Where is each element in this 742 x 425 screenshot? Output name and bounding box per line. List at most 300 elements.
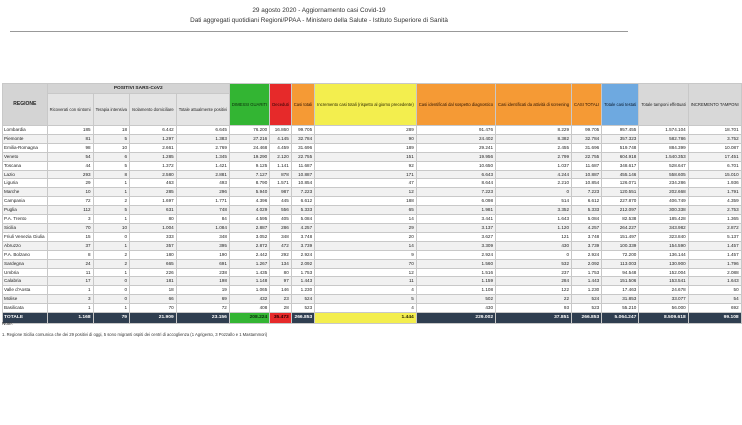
value-cell: 1 bbox=[47, 304, 93, 313]
value-cell: 112 bbox=[47, 206, 93, 215]
value-cell: 80 bbox=[130, 215, 177, 224]
value-cell: 4.359 bbox=[688, 197, 741, 206]
region-name-cell: Lazio bbox=[3, 170, 48, 179]
value-cell: 66 bbox=[130, 295, 177, 304]
region-name-cell: Friuli Venezia Giulia bbox=[3, 232, 48, 241]
value-cell: 202.668 bbox=[639, 188, 688, 197]
value-cell: 80 bbox=[270, 268, 292, 277]
tamponi-effettuati-header: Totale tamponi effettuati bbox=[639, 84, 688, 126]
value-cell: 1.443 bbox=[572, 277, 602, 286]
region-name-cell: Calabria bbox=[3, 277, 48, 286]
region-name-cell: Valle d'Aosta bbox=[3, 286, 48, 295]
value-cell: 227.870 bbox=[602, 197, 639, 206]
value-cell: 502 bbox=[416, 295, 495, 304]
dimessi-guariti-header: DIMESSI GUARITI bbox=[229, 84, 269, 126]
value-cell: 1.574.104 bbox=[639, 126, 688, 135]
value-cell: 8 bbox=[93, 170, 129, 179]
value-cell: 70 bbox=[130, 304, 177, 313]
value-cell: 665 bbox=[130, 259, 177, 268]
value-cell: 692 bbox=[688, 304, 741, 313]
value-cell: 171 bbox=[315, 170, 417, 179]
value-cell: 455.146 bbox=[602, 170, 639, 179]
value-cell: 2.120 bbox=[270, 152, 292, 161]
value-cell: 20 bbox=[315, 232, 417, 241]
value-cell: 152.004 bbox=[639, 268, 688, 277]
value-cell: 582.786 bbox=[639, 134, 688, 143]
value-cell: 348 bbox=[176, 232, 229, 241]
value-cell: 29 bbox=[47, 179, 93, 188]
value-cell: 180 bbox=[130, 250, 177, 259]
value-cell: 493 bbox=[176, 179, 229, 188]
value-cell: 69 bbox=[176, 295, 229, 304]
value-cell: 2.872 bbox=[229, 241, 269, 250]
casi-screening-header: Casi identificati da attività di screening bbox=[496, 84, 572, 126]
value-cell: 1.540.353 bbox=[639, 152, 688, 161]
value-cell: 100.339 bbox=[602, 241, 639, 250]
total-value-cell: 99.108 bbox=[688, 313, 741, 324]
value-cell: 134 bbox=[270, 259, 292, 268]
value-cell: 11.687 bbox=[572, 161, 602, 170]
value-cell: 18.701 bbox=[688, 126, 741, 135]
value-cell: 2.092 bbox=[572, 259, 602, 268]
value-cell: 1.697 bbox=[130, 197, 177, 206]
value-cell: 212.097 bbox=[602, 206, 639, 215]
value-cell: 514 bbox=[496, 197, 572, 206]
value-cell: 99.705 bbox=[291, 126, 314, 135]
value-cell: 1.108 bbox=[416, 286, 495, 295]
value-cell: 0 bbox=[496, 250, 572, 259]
value-cell: 1.771 bbox=[176, 197, 229, 206]
value-cell: 5 bbox=[93, 161, 129, 170]
value-cell: 1.753 bbox=[291, 268, 314, 277]
value-cell: 8.229 bbox=[496, 126, 572, 135]
terapia-intensiva-header: Terapia intensiva bbox=[93, 94, 129, 126]
region-name-cell: Sicilia bbox=[3, 223, 48, 232]
value-cell: 1.345 bbox=[176, 152, 229, 161]
value-cell: 1.285 bbox=[130, 152, 177, 161]
value-cell: 5 bbox=[93, 134, 129, 143]
region-name-cell: Abruzzo bbox=[3, 241, 48, 250]
value-cell: 17.463 bbox=[602, 286, 639, 295]
value-cell: 18 bbox=[93, 126, 129, 135]
value-cell: 151.497 bbox=[602, 232, 639, 241]
value-cell: 285 bbox=[130, 188, 177, 197]
total-value-cell: 1.168 bbox=[47, 313, 93, 324]
value-cell: 2.210 bbox=[496, 179, 572, 188]
value-cell: 3.739 bbox=[291, 241, 314, 250]
value-cell: 72 bbox=[176, 304, 229, 313]
value-cell: 82.538 bbox=[602, 215, 639, 224]
value-cell: 884.399 bbox=[639, 143, 688, 152]
value-cell: 523 bbox=[572, 304, 602, 313]
total-label-cell: TOTALE bbox=[3, 313, 48, 324]
value-cell: 122 bbox=[496, 286, 572, 295]
value-cell: 5.333 bbox=[572, 206, 602, 215]
value-cell: 37 bbox=[47, 241, 93, 250]
value-cell: 11 bbox=[315, 277, 417, 286]
value-cell: 1.981 bbox=[416, 206, 495, 215]
table-row bbox=[3, 170, 742, 179]
value-cell: 31.696 bbox=[572, 143, 602, 152]
value-cell: 264.227 bbox=[602, 223, 639, 232]
value-cell: 5 bbox=[93, 206, 129, 215]
value-cell: 4.029 bbox=[229, 206, 269, 215]
value-cell: 604.918 bbox=[602, 152, 639, 161]
value-cell: 6.701 bbox=[688, 161, 741, 170]
value-cell: 348.617 bbox=[602, 161, 639, 170]
value-cell: 2 bbox=[93, 259, 129, 268]
table-row bbox=[3, 206, 742, 215]
value-cell: 3.748 bbox=[572, 232, 602, 241]
value-cell: 1.065 bbox=[229, 286, 269, 295]
table-row bbox=[3, 197, 742, 206]
value-cell: 126.071 bbox=[602, 179, 639, 188]
value-cell: 4.257 bbox=[572, 223, 602, 232]
value-cell: 3.441 bbox=[416, 215, 495, 224]
value-cell: 1 bbox=[93, 241, 129, 250]
value-cell: 2.799 bbox=[496, 152, 572, 161]
region-name-cell: Lombardia bbox=[3, 126, 48, 135]
value-cell: 94.548 bbox=[602, 268, 639, 277]
total-value-cell: 266.853 bbox=[572, 313, 602, 324]
value-cell: 7.223 bbox=[291, 188, 314, 197]
value-cell: 44 bbox=[47, 161, 93, 170]
table-row bbox=[3, 286, 742, 295]
value-cell: 1.457 bbox=[688, 241, 741, 250]
value-cell: 28 bbox=[270, 304, 292, 313]
value-cell: 1.230 bbox=[291, 286, 314, 295]
value-cell: 22.755 bbox=[572, 152, 602, 161]
total-value-cell: 79 bbox=[93, 313, 129, 324]
value-cell: 1 bbox=[93, 179, 129, 188]
value-cell: 7.127 bbox=[229, 170, 269, 179]
value-cell: 3 bbox=[47, 295, 93, 304]
value-cell: 50 bbox=[688, 286, 741, 295]
value-cell: 76.200 bbox=[229, 126, 269, 135]
value-cell: 151.506 bbox=[602, 277, 639, 286]
value-cell: 1 bbox=[47, 286, 93, 295]
value-cell: 65 bbox=[315, 206, 417, 215]
table-row bbox=[3, 241, 742, 250]
value-cell: 1 bbox=[93, 215, 129, 224]
value-cell: 6 bbox=[93, 152, 129, 161]
incremento-tamponi-header: INCREMENTO TAMPONI bbox=[688, 84, 741, 126]
value-cell: 32.784 bbox=[572, 134, 602, 143]
region-name-cell: P.A. Trento bbox=[3, 215, 48, 224]
value-cell: 1.383 bbox=[176, 134, 229, 143]
table-body bbox=[3, 126, 742, 324]
value-cell: 10 bbox=[47, 188, 93, 197]
value-cell: 10.887 bbox=[572, 170, 602, 179]
value-cell: 136.144 bbox=[639, 250, 688, 259]
value-cell: 296 bbox=[176, 188, 229, 197]
totale-positivi-header: Totale attualmente positivi bbox=[176, 94, 229, 126]
value-cell: 189 bbox=[315, 143, 417, 152]
value-cell: 1.421 bbox=[176, 161, 229, 170]
value-cell: 185 bbox=[47, 126, 93, 135]
value-cell: 532 bbox=[496, 259, 572, 268]
value-cell: 5 bbox=[315, 295, 417, 304]
title-divider bbox=[10, 31, 628, 32]
table-row bbox=[3, 188, 742, 197]
value-cell: 2.872 bbox=[688, 223, 741, 232]
value-cell: 1.148 bbox=[229, 277, 269, 286]
value-cell: 4.145 bbox=[270, 134, 292, 143]
value-cell: 1.936 bbox=[688, 179, 741, 188]
value-cell: 6.645 bbox=[176, 126, 229, 135]
value-cell: 15 bbox=[47, 232, 93, 241]
value-cell: 472 bbox=[270, 241, 292, 250]
value-cell: 32.784 bbox=[291, 134, 314, 143]
value-cell: 9.125 bbox=[229, 161, 269, 170]
value-cell: 406.749 bbox=[639, 197, 688, 206]
value-cell: 7.223 bbox=[572, 188, 602, 197]
value-cell: 1.443 bbox=[291, 277, 314, 286]
value-cell: 2.092 bbox=[291, 259, 314, 268]
value-cell: 16.860 bbox=[270, 126, 292, 135]
region-name-cell: Umbria bbox=[3, 268, 48, 277]
value-cell: 4.396 bbox=[229, 197, 269, 206]
value-cell: 31.696 bbox=[291, 143, 314, 152]
value-cell: 1.457 bbox=[688, 250, 741, 259]
value-cell: 72.200 bbox=[602, 250, 639, 259]
value-cell: 54 bbox=[47, 152, 93, 161]
value-cell: 54 bbox=[688, 295, 741, 304]
value-cell: 519.748 bbox=[602, 143, 639, 152]
value-cell: 6.612 bbox=[572, 197, 602, 206]
value-cell: 92 bbox=[315, 161, 417, 170]
value-cell: 357.323 bbox=[602, 134, 639, 143]
value-cell: 2.442 bbox=[229, 250, 269, 259]
value-cell: 93 bbox=[496, 304, 572, 313]
value-cell: 284 bbox=[496, 277, 572, 286]
value-cell: 408 bbox=[229, 304, 269, 313]
isolamento-domiciliare-header: Isolamento domiciliare bbox=[130, 94, 177, 126]
total-value-cell: 208.224 bbox=[229, 313, 269, 324]
value-cell: 2.661 bbox=[130, 143, 177, 152]
value-cell: 1.120 bbox=[496, 223, 572, 232]
value-cell: 6.098 bbox=[416, 197, 495, 206]
table-row bbox=[3, 152, 742, 161]
table-row bbox=[3, 179, 742, 188]
value-cell: 5.084 bbox=[572, 215, 602, 224]
value-cell: 185.428 bbox=[639, 215, 688, 224]
table-row bbox=[3, 126, 742, 135]
region-name-cell: Emilia-Romagna bbox=[3, 143, 48, 152]
value-cell: 130.900 bbox=[639, 259, 688, 268]
value-cell: 432 bbox=[229, 295, 269, 304]
value-cell: 357 bbox=[130, 241, 177, 250]
value-cell: 523 bbox=[291, 304, 314, 313]
value-cell: 8.382 bbox=[496, 134, 572, 143]
value-cell: 445 bbox=[270, 197, 292, 206]
total-value-cell: 35.473 bbox=[270, 313, 292, 324]
value-cell: 3.748 bbox=[291, 232, 314, 241]
value-cell: 0 bbox=[93, 277, 129, 286]
value-cell: 558.605 bbox=[639, 170, 688, 179]
table-row bbox=[3, 232, 742, 241]
total-value-cell: 23.156 bbox=[176, 313, 229, 324]
value-cell: 10.887 bbox=[291, 170, 314, 179]
region-name-cell: Veneto bbox=[3, 152, 48, 161]
value-cell: 14 bbox=[315, 215, 417, 224]
value-cell: 10 bbox=[93, 143, 129, 152]
value-cell: 24.468 bbox=[229, 143, 269, 152]
value-cell: 4.595 bbox=[229, 215, 269, 224]
value-cell: 286 bbox=[270, 223, 292, 232]
value-cell: 5.137 bbox=[688, 232, 741, 241]
value-cell: 31.853 bbox=[602, 295, 639, 304]
value-cell: 198 bbox=[176, 277, 229, 286]
value-cell: 146 bbox=[270, 286, 292, 295]
region-name-cell: Puglia bbox=[3, 206, 48, 215]
incremento-casi-header: Incremento casi totali (rispetto al giorno precedente) bbox=[315, 84, 417, 126]
value-cell: 1.791 bbox=[688, 188, 741, 197]
table-row bbox=[3, 295, 742, 304]
value-cell: 11.687 bbox=[291, 161, 314, 170]
value-cell: 19.956 bbox=[416, 152, 495, 161]
report-source-subtitle: Dati aggregati quotidiani Regioni/PPAA - Ministero della Salute - Istituto Superiore di Sanità bbox=[190, 17, 448, 24]
total-value-cell: 1.444 bbox=[315, 313, 417, 324]
value-cell: 10.854 bbox=[291, 179, 314, 188]
value-cell: 238 bbox=[176, 268, 229, 277]
value-cell: 188 bbox=[315, 197, 417, 206]
value-cell: 1.571 bbox=[270, 179, 292, 188]
value-cell: 343.982 bbox=[639, 223, 688, 232]
value-cell: 957.455 bbox=[602, 126, 639, 135]
value-cell: 1 bbox=[93, 304, 129, 313]
value-cell: 1 bbox=[93, 188, 129, 197]
table-row bbox=[3, 215, 742, 224]
value-cell: 8.644 bbox=[416, 179, 495, 188]
ricoverati-header: Ricoverati con sintomi bbox=[47, 94, 93, 126]
value-cell: 463 bbox=[130, 179, 177, 188]
total-value-cell: 229.002 bbox=[416, 313, 495, 324]
value-cell: 2.455 bbox=[496, 143, 572, 152]
value-cell: 4.244 bbox=[496, 170, 572, 179]
value-cell: 1.435 bbox=[229, 268, 269, 277]
value-cell: 748 bbox=[176, 206, 229, 215]
value-cell: 8 bbox=[47, 250, 93, 259]
value-cell: 72 bbox=[47, 197, 93, 206]
value-cell: 33.077 bbox=[639, 295, 688, 304]
value-cell: 181 bbox=[130, 277, 177, 286]
value-cell: 323.840 bbox=[639, 232, 688, 241]
value-cell: 55.210 bbox=[602, 304, 639, 313]
value-cell: 2.881 bbox=[176, 170, 229, 179]
value-cell: 292 bbox=[270, 250, 292, 259]
value-cell: 3.752 bbox=[688, 134, 741, 143]
value-cell: 1 bbox=[93, 268, 129, 277]
value-cell: 1.230 bbox=[572, 286, 602, 295]
value-cell: 29 bbox=[315, 223, 417, 232]
value-cell: 0 bbox=[93, 295, 129, 304]
region-name-cell: Marche bbox=[3, 188, 48, 197]
value-cell: 99.705 bbox=[572, 126, 602, 135]
value-cell: 3 bbox=[47, 215, 93, 224]
value-cell: 56.000 bbox=[639, 304, 688, 313]
value-cell: 2.753 bbox=[688, 206, 741, 215]
table-row bbox=[3, 250, 742, 259]
value-cell: 6.442 bbox=[130, 126, 177, 135]
value-cell: 3.052 bbox=[229, 232, 269, 241]
value-cell: 237 bbox=[496, 268, 572, 277]
value-cell: 524 bbox=[291, 295, 314, 304]
value-cell: 70 bbox=[315, 259, 417, 268]
value-cell: 2 bbox=[93, 197, 129, 206]
value-cell: 154.590 bbox=[639, 241, 688, 250]
value-cell: 17 bbox=[47, 277, 93, 286]
value-cell: 12 bbox=[315, 268, 417, 277]
casi-sospetto-diagnostico-header: Casi identificati dal sospetto diagnostico bbox=[416, 84, 495, 126]
value-cell: 8.790 bbox=[229, 179, 269, 188]
value-cell: 22 bbox=[496, 295, 572, 304]
table-row bbox=[3, 143, 742, 152]
value-cell: 2.769 bbox=[176, 143, 229, 152]
value-cell: 10.650 bbox=[416, 161, 495, 170]
value-cell: 430 bbox=[496, 241, 572, 250]
value-cell: 14 bbox=[315, 241, 417, 250]
table-row bbox=[3, 268, 742, 277]
value-cell: 1.084 bbox=[176, 223, 229, 232]
table-row bbox=[3, 304, 742, 313]
value-cell: 333 bbox=[130, 232, 177, 241]
table-row bbox=[3, 161, 742, 170]
casi-totali-2-header: CASI TOTALI bbox=[572, 84, 602, 126]
total-row bbox=[3, 313, 742, 324]
value-cell: 19.290 bbox=[229, 152, 269, 161]
value-cell: 2.580 bbox=[130, 170, 177, 179]
total-value-cell: 266.853 bbox=[291, 313, 314, 324]
value-cell: 4.459 bbox=[270, 143, 292, 152]
value-cell: 987 bbox=[270, 188, 292, 197]
value-cell: 2.088 bbox=[688, 268, 741, 277]
region-column-header: REGIONE bbox=[3, 84, 48, 126]
value-cell: 1.796 bbox=[688, 259, 741, 268]
value-cell: 4 bbox=[315, 304, 417, 313]
value-cell: 23 bbox=[270, 295, 292, 304]
value-cell: 524 bbox=[572, 295, 602, 304]
region-name-cell: Campania bbox=[3, 197, 48, 206]
value-cell: 190 bbox=[176, 250, 229, 259]
value-cell: 47 bbox=[315, 179, 417, 188]
value-cell: 3.137 bbox=[416, 223, 495, 232]
value-cell: 24.678 bbox=[639, 286, 688, 295]
value-cell: 878 bbox=[270, 170, 292, 179]
total-value-cell: 37.851 bbox=[496, 313, 572, 324]
region-name-cell: Basilicata bbox=[3, 304, 48, 313]
value-cell: 98 bbox=[47, 143, 93, 152]
value-cell: 29.241 bbox=[416, 143, 495, 152]
value-cell: 2.924 bbox=[572, 250, 602, 259]
value-cell: 1.643 bbox=[496, 215, 572, 224]
value-cell: 1.037 bbox=[496, 161, 572, 170]
region-name-cell: Piemonte bbox=[3, 134, 48, 143]
value-cell: 3.627 bbox=[416, 232, 495, 241]
value-cell: 113.003 bbox=[602, 259, 639, 268]
value-cell: 6.643 bbox=[416, 170, 495, 179]
value-cell: 11 bbox=[47, 268, 93, 277]
table-row bbox=[3, 277, 742, 286]
value-cell: 1.267 bbox=[229, 259, 269, 268]
value-cell: 5.084 bbox=[291, 215, 314, 224]
value-cell: 1.004 bbox=[130, 223, 177, 232]
value-cell: 289 bbox=[315, 126, 417, 135]
value-cell: 556 bbox=[270, 206, 292, 215]
region-name-cell: Sardegna bbox=[3, 259, 48, 268]
value-cell: 27.216 bbox=[229, 134, 269, 143]
value-cell: 120.551 bbox=[602, 188, 639, 197]
